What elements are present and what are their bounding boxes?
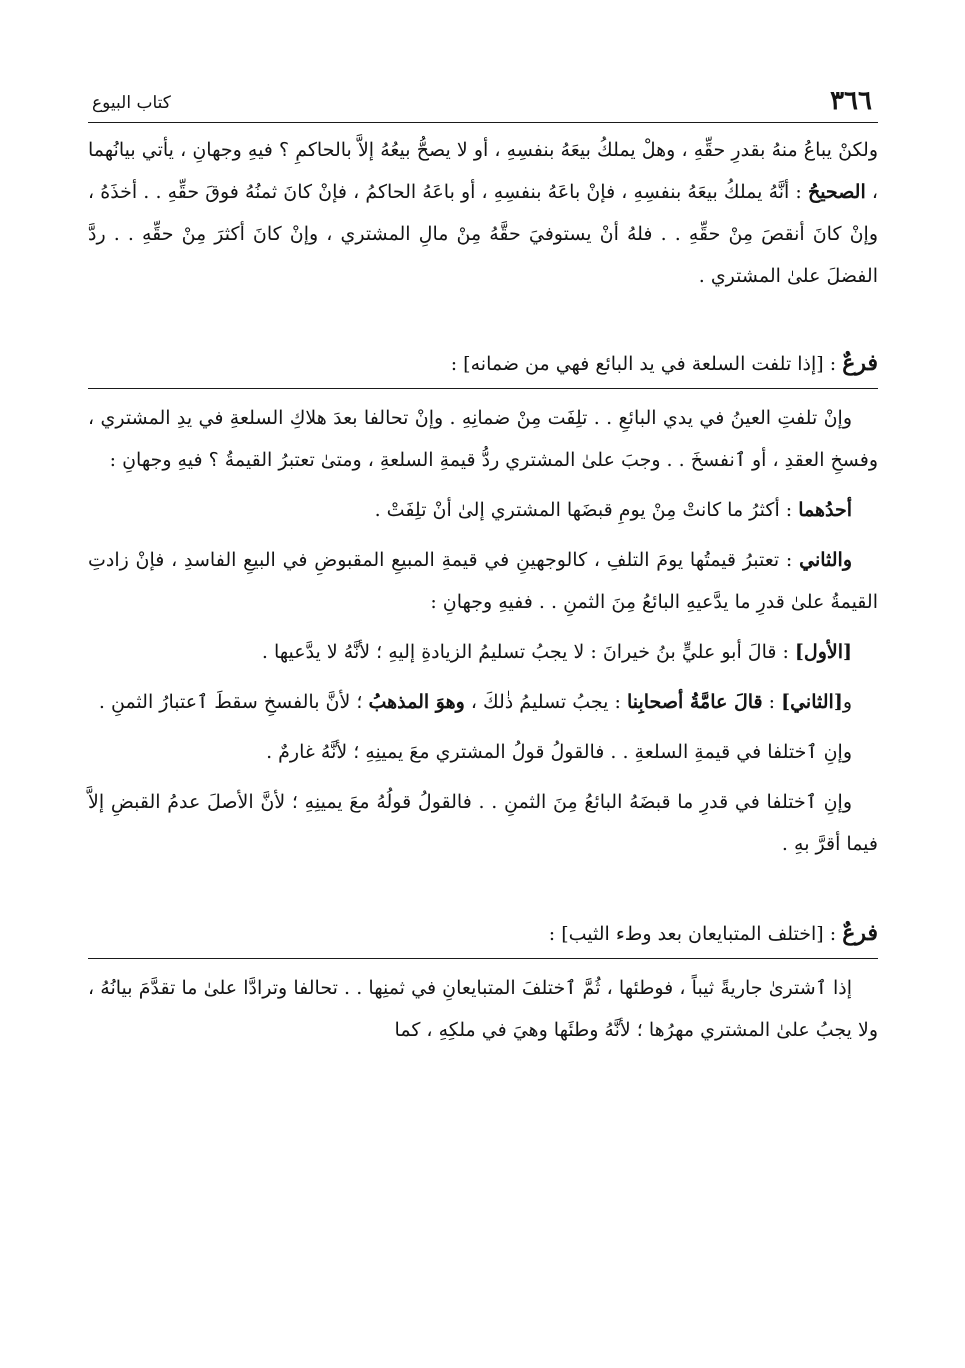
second-opinion-sep: :	[762, 691, 782, 713]
second-opinion-bold-1: قالَ عامَّةُ أصحابِنا	[626, 691, 763, 713]
paragraph-second-view	[88, 539, 878, 623]
second-opinion-bold-2: وهوَ المذهبُ	[368, 691, 465, 713]
second-view-label: والثاني	[799, 549, 852, 571]
book-page	[88, 82, 878, 1051]
page-header	[88, 82, 878, 123]
branch-heading-1	[88, 341, 878, 389]
intro-paragraph	[88, 129, 878, 297]
branch-heading-2	[88, 911, 878, 959]
second-view-text: : تعتبرُ قيمتُها يومَ التلفِ ، كالوجهينِ في قيمةِ المبيعِ المقبوضِ في البيعِ الفاسدِ ، فإنْ زادتِ القيمةُ علىٰ قدرِ ما يدَّعيهِ البائعُ مِنَ الثمنِ . . ففيهِ وجهانِ :	[88, 549, 878, 613]
branch-title-1: : [إذا تلفت السلعة في يد البائع فهي من ضمانه] :	[450, 353, 843, 375]
paragraph-value-dispute: وإنِ ٱختلفا في قيمةِ السلعةِ . . فالقولُ قولُ المشتري معَ يمينِهِ ؛ لأنَّهُ غارمٌ .	[266, 741, 852, 763]
intro-text-2: : أنَّهُ يملكُ بيعَهُ بنفسِهِ ، فإنْ باعَهُ بنفسِهِ ، أو باعَهُ الحاكمُ ، فإنْ كانَ ثمنُهُ فوقَ حقِّهِ . . أخذَهُ ، وإنْ كانَ أنقصَ مِنْ حقِّهِ . . فلهُ أنْ يستوفيَ حقَّهُ مِنْ مالِ المشتري ، وإنْ كانَ أكثرَ مِنْ حقِّهِ . . ردَّ الفضلَ علىٰ المشتري .	[88, 181, 878, 287]
first-view-text: : أكثرُ ما كانتْ مِنْ يومِ قبضَها المشتري إلىٰ أنْ تلِفَتْ .	[374, 499, 799, 521]
paragraph-thayyib: إذا ٱشترىٰ جاريةً ثيباً ، فوطئها ، ثُمَّ ٱختلفَ المتبايعانِ في ثمنِها . . تحالفا وترادَّا علىٰ ما تقدَّمَ بيانُهُ ، ولا يجبُ علىٰ المشتري مهرُها ؛ لأنَّهُ وطئَها وهيَ في ملكِهِ ، كما	[88, 977, 878, 1041]
running-title: كتاب البيوع	[92, 93, 171, 113]
second-opinion-text-1: : يجبُ تسليمُ ذٰلكَ ،	[464, 691, 627, 713]
second-opinion-text-2: ؛ لأنَّ بالفسخِ سقطَ ٱعتبارُ الثمنِ .	[98, 691, 369, 713]
first-opinion-label: [الأول]	[794, 641, 852, 663]
branch-title-2: : [اختلف المتبايعان بعد وطء الثيب] :	[548, 923, 843, 945]
intro-bold-term: الصحيحُ	[807, 181, 866, 203]
page-number: ٣٦٦	[830, 86, 872, 116]
paragraph-price-dispute: وإنِ ٱختلفا في قدرِ ما قبضَهُ البائعُ مِنَ الثمنِ . . فالقولُ قولُهُ معَ يمينِهِ ؛ لأنَّ الأصلَ عدمُ القبضِ إلاَّ فيما أقرَّ بهِ .	[88, 791, 878, 855]
second-opinion-label: [الثاني]	[781, 691, 843, 713]
paragraph-first-opinion	[88, 631, 878, 673]
branch-label-1: فرعٌ	[842, 350, 878, 376]
paragraph-first-view	[88, 489, 878, 531]
first-opinion-text: : قالَ أبو عليٍّ بنُ خيرانَ : لا يجبُ تسليمُ الزيادةِ إليهِ ؛ لأنَّهُ لا يدَّعيها .	[261, 641, 795, 663]
first-view-label: أحدُهما	[798, 499, 852, 521]
paragraph-damage: وإنْ تلفتِ العينُ في يدي البائعِ . . تلِفَت مِنْ ضمانِهِ . وإنْ تحالفا بعدَ هلاكِ السلعةِ في يدِ المشتري ، وفسخِ العقدِ ، أو ٱنفسخَ . . وجبَ علىٰ المشتري ردُّ قيمةِ السلعةِ ، ومتىٰ تعتبرُ القيمةُ ؟ فيهِ وجهانِ :	[88, 407, 878, 471]
branch-label-2: فرعٌ	[842, 920, 878, 946]
intro-text-1: ولكنْ يباعُ منهُ بقدرِ حقِّهِ ، وهلْ يملكُ بيعَهُ بنفسِهِ ، أو لا يصحُّ بيعُهُ إلاَّ بالحاكمِ ؟ فيهِ وجهانِ ، يأتي بيانُهما ،	[88, 139, 878, 203]
paragraph-second-opinion	[88, 681, 878, 723]
second-opinion-prefix: و	[842, 691, 852, 713]
